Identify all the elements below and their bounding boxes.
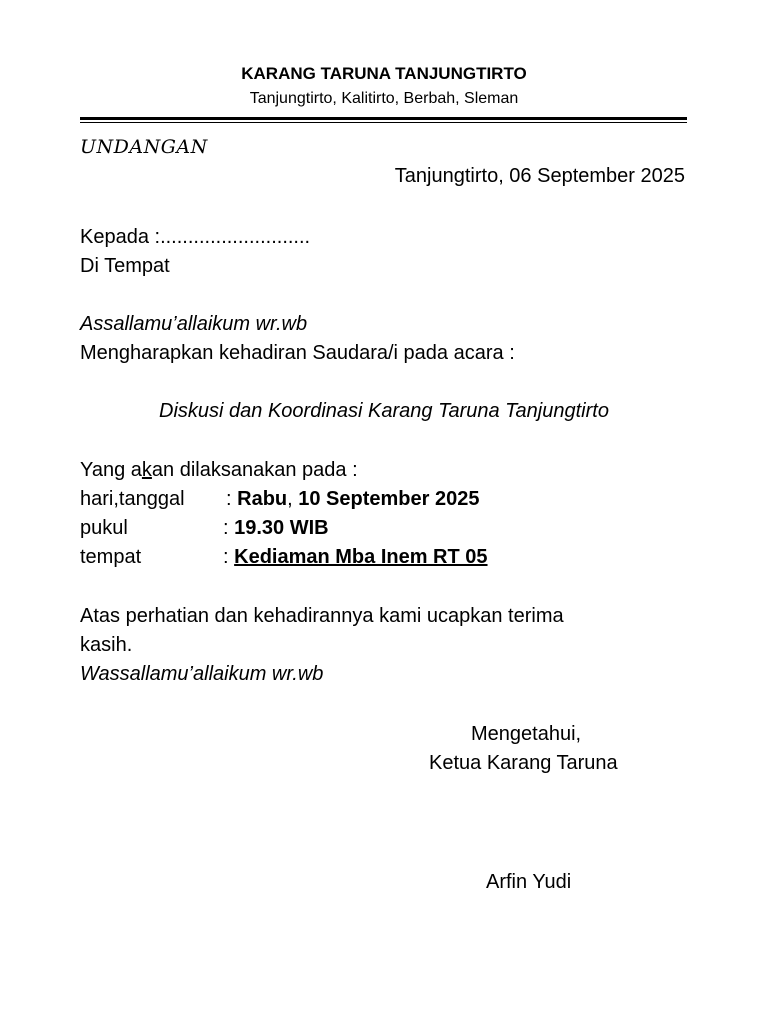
closing-line-1: Atas perhatian dan kehadirannya kami ucapkan terima xyxy=(80,605,564,627)
time-separator: : xyxy=(223,517,235,539)
signer-name: Arfin Yudi xyxy=(486,871,572,893)
date-separator: : xyxy=(226,488,238,510)
schedule-intro-end: an dilaksanakan pada : xyxy=(151,459,358,481)
recipient-place: Di Tempat xyxy=(80,255,170,277)
acknowledged-label: Mengetahui, xyxy=(471,723,582,745)
header-divider-thin xyxy=(80,122,687,123)
organization-address: Tanjungtirto, Kalitirto, Berbah, Sleman xyxy=(249,90,519,107)
date-label: hari,tanggal xyxy=(80,488,185,510)
farewell: Wassallamu’allaikum wr.wb xyxy=(80,663,324,685)
organization-name: KARANG TARUNA TANJUNGTIRTO xyxy=(241,64,527,83)
invitation-request: Mengharapkan kehadiran Saudara/i pada acara : xyxy=(80,342,515,364)
time-value-line xyxy=(223,514,329,542)
greeting: Assallamu’allaikum wr.wb xyxy=(80,313,308,335)
signer-role: Ketua Karang Taruna xyxy=(429,752,618,774)
event-time: 19.30 WIB xyxy=(234,517,329,539)
place-value-line xyxy=(223,543,488,571)
recipient-line: Kepada :........................... xyxy=(80,226,311,248)
schedule-intro-underlined: k xyxy=(141,459,152,481)
letter-date: Tanjungtirto, 06 September 2025 xyxy=(394,165,685,187)
event-day: Rabu xyxy=(237,488,288,510)
time-label: pukul xyxy=(80,517,128,539)
place-separator: : xyxy=(223,546,235,568)
document-title: UNDANGAN xyxy=(80,136,208,158)
event-date: 10 September 2025 xyxy=(298,488,480,510)
date-comma: , xyxy=(287,488,299,510)
place-label: tempat xyxy=(80,546,142,568)
schedule-intro-start: Yang a xyxy=(80,459,142,481)
closing-line-2: kasih. xyxy=(80,634,133,656)
header-divider-thick xyxy=(80,117,687,120)
schedule-intro xyxy=(80,456,358,484)
event-name: Diskusi dan Koordinasi Karang Taruna Tanjungtirto xyxy=(159,400,609,422)
date-value-line xyxy=(226,485,479,513)
event-place: Kediaman Mba Inem RT 05 xyxy=(234,546,488,568)
